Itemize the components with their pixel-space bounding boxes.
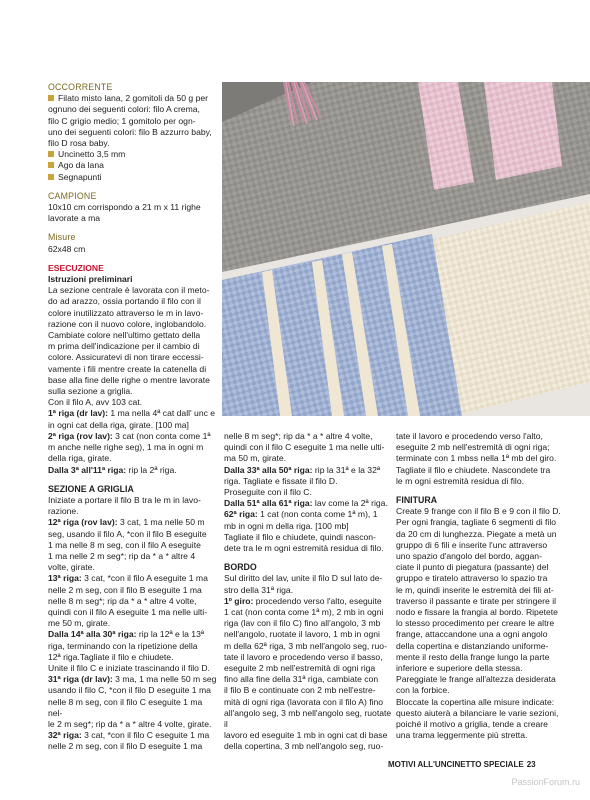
row-label: 1ª riga (dr lav):	[48, 408, 109, 419]
section-title-bordo: BORDO	[224, 562, 257, 573]
bullet-icon	[48, 174, 54, 180]
text-line: tate il lavoro e procedendo verso l'alto,	[396, 431, 543, 441]
text-line: colore. Assicuratevi di non tirare eccessi-	[48, 352, 204, 363]
text-line: do ad arazzo, ossia portando il filo con il	[48, 296, 201, 307]
text-line: gruppo e tiratelo attraverso lo spazio tra	[396, 573, 548, 584]
text-line: in ogni cat della riga, girate. [100 ma]	[48, 419, 189, 430]
bullet-icon	[48, 162, 54, 168]
text-line: 3 cat, *con il filo C eseguite 1 ma	[81, 730, 210, 741]
section-title-finitura: FINITURA	[396, 495, 438, 506]
text-line: della riga, girate.	[48, 453, 112, 464]
text-line: ma 50 m, girate.	[224, 453, 287, 464]
row-instruction	[48, 408, 218, 419]
text-line: colore inutilizzato attraverso le m in lavo-	[48, 307, 204, 318]
text-line: le m, quindi inserite le estremità dei fili at-	[396, 584, 554, 595]
subsection-title: Istruzioni preliminari	[48, 274, 133, 285]
text-line: lavorate a ma	[48, 213, 101, 224]
bullet-text: Uncinetto 3,5 mm	[58, 149, 126, 160]
text-line: stro della 31ª riga.	[224, 584, 294, 595]
text-line: il filo B e continuate con 2 mb nell'estre-	[224, 685, 376, 696]
text-line: Iniziate a portare il filo B tra le m in lavo-	[48, 494, 201, 505]
text-line: con la forbice.	[396, 685, 450, 696]
text-line: La sezione centrale è lavorata con il meto-	[48, 285, 210, 296]
row-label: 1º giro:	[224, 595, 254, 606]
blanket-photo	[222, 82, 590, 416]
row-label: 31ª riga (dr lav):	[48, 674, 113, 685]
text-line: 10x10 cm corrispondo a 21 m x 11 righe	[48, 202, 201, 213]
text-line: gruppo di 6 fili e inserite l'unc attraverso	[396, 539, 548, 550]
text-line: eseguite 2 mb nell'estremità di ogni riga	[224, 663, 376, 674]
magazine-title: MOTIVI ALL'UNCINETTO SPECIALE	[388, 760, 524, 769]
text-line: Bloccate la copertina alle misure indicate:	[396, 696, 555, 707]
text-line: lo stesso procedimento per creare le altre	[396, 618, 555, 629]
row-label: Dalla 33ª alla 50ª riga:	[224, 464, 313, 475]
text-line: 3 ma, 1 ma nelle 50 m seg	[112, 674, 217, 685]
page-number: 23	[526, 760, 536, 769]
text-line: quindi con il filo C eseguite 1 ma nelle ulti-	[224, 442, 385, 453]
text-line: fino alla fine della 31ª riga, cambiate con	[224, 674, 379, 685]
text-line: rip la 2ª riga.	[126, 464, 177, 475]
text-line: Filato misto lana, 2 gomitoli da 50 g per	[58, 93, 208, 104]
row-instruction	[48, 674, 218, 685]
bullet-item	[48, 172, 218, 183]
text-line: 1 ma nella 4ª cat dall' unc e	[108, 408, 216, 419]
column-3	[396, 431, 572, 741]
text-line: inferiore e superiore della stessa.	[396, 663, 523, 674]
blanket-image	[222, 82, 590, 416]
text-line: all'angolo seg, 3 mb nell'angolo seg, ruotate il	[224, 707, 392, 730]
text-line: lav come la 2ª riga.	[312, 498, 388, 509]
text-line: riga (lav con il filo C) fino all'angolo, 3 mb	[224, 618, 381, 629]
text-line: 1 ma nelle 8 m seg, con il filo A eseguite	[48, 539, 201, 550]
text-line: Sul diritto del lav, unite il filo D sul lato de-	[224, 573, 383, 584]
text-line: uno spazio d'angolo del bordo, aggan-	[396, 551, 542, 562]
section-title-misure: Misure	[48, 232, 76, 243]
text-line: mb in ogni m della riga. [100 mb]	[224, 520, 349, 531]
section-title-campione: CAMPIONE	[48, 190, 97, 201]
text-line: rip la 12ª e la 13ª	[136, 629, 205, 640]
row-instruction	[48, 431, 218, 442]
bullet-icon	[48, 151, 54, 157]
text-line: m prima dell'indicazione per il cambio di	[48, 341, 200, 352]
text-line: una trama leggermente più stretta.	[396, 730, 528, 741]
text-line: Cambiate colore nell'ultimo gettato della	[48, 330, 201, 341]
text-line: m della 62ª riga, 3 mb nell'angolo seg, ruo-	[224, 640, 387, 651]
text-line: nell'angolo, ruotate il lavoro, 1 mb in ogni	[224, 629, 380, 640]
text-line: me 50 m, girate.	[48, 618, 111, 629]
text-line: terminate con 1 mbss nella 1ª mb del giro.	[396, 453, 557, 464]
text-line: 1 ma nelle 2 m seg*; rip da * a * altre 4	[48, 550, 196, 561]
text-line: Tagliate il filo e chiudete. Nascondete tra	[396, 464, 551, 475]
text-line: le m ogni estremità residua di filo.	[396, 475, 525, 486]
watermark: PassionForum.ru	[511, 777, 580, 787]
row-instruction	[224, 596, 394, 607]
text-line: eseguite 2 mb nell'estremità di ogni riga;	[396, 442, 550, 453]
bullet-text: Segnapunti	[58, 171, 102, 182]
section-title-esecuzione: ESECUZIONE	[48, 262, 104, 273]
column-1	[48, 82, 218, 753]
text-line: ognuno dei seguenti colori: filo A crema,	[48, 104, 200, 115]
row-instruction	[48, 573, 218, 584]
text-line: 3 cat, *con il filo A eseguite 1 ma	[81, 573, 208, 584]
text-line: 12ª riga.Tagliate il filo e chiudete.	[48, 651, 174, 662]
section-title-griglia: SEZIONE A GRIGLIA	[48, 483, 134, 494]
row-instruction	[224, 465, 394, 476]
text-line: vamente i fili mentre create la catenella di	[48, 363, 207, 374]
section-title-occorrente: OCCORRENTE	[48, 82, 113, 92]
text-line: nelle 2 m seg, con il filo B eseguite 1 ma	[48, 584, 202, 595]
text-line: razione.	[48, 506, 79, 517]
text-line: questo aiuterà a bilanciare le varie sezioni,	[396, 707, 559, 718]
text-line: base alla fine delle righe o mentre lavorate	[48, 374, 210, 385]
text-line: Con il filo A, avv 103 cat.	[48, 397, 143, 408]
bullet-icon	[48, 95, 54, 101]
text-line: Unite il filo C e iniziate trascinando il filo D.	[48, 662, 210, 673]
row-label: Dalla 14ª alla 30ª riga:	[48, 629, 137, 640]
row-instruction	[224, 509, 394, 520]
text-line: traverso il passante e tirate per stringere il	[396, 595, 557, 606]
text-line: mità di ogni riga (lavorata con il filo A) fino	[224, 696, 384, 707]
text-line: Pareggiate le frange all'altezza desiderata	[396, 674, 556, 685]
row-label: Dalla 3ª all'11ª riga:	[48, 464, 127, 475]
text-line: Proseguite con il filo C.	[224, 487, 312, 498]
text-line: tate il lavoro e procedendo verso il basso,	[224, 651, 383, 662]
text-line: lavoro ed eseguite 1 mb in ogni cat di base	[224, 730, 388, 741]
text-line: frange, attaccandone una a ogni angolo	[396, 629, 548, 640]
text-line: usando il filo C, *con il filo D eseguite 1 ma	[48, 685, 211, 696]
text-line: quindi con il filo A eseguite 1 ma nelle ulti-	[48, 606, 208, 617]
row-label: 13ª riga:	[48, 573, 82, 584]
text-line: 62x48 cm	[48, 243, 86, 254]
text-line: 1 cat (non conta come 1ª m), 2 mb in ogni	[224, 607, 384, 618]
text-line: 1 cat (non conta come 1ª m), 1	[257, 509, 378, 520]
text-line: Create 9 frange con il filo B e 9 con il filo D.	[396, 506, 561, 517]
row-instruction	[48, 517, 218, 528]
row-label: 32ª riga:	[48, 730, 82, 741]
text-line: nelle 2 m seg, con il filo D eseguite 1 ma	[48, 741, 203, 752]
text-line: sulla sezione a griglia.	[48, 386, 133, 397]
row-instruction	[48, 629, 218, 640]
text-line: volte, girate.	[48, 562, 95, 573]
bullet-text: Ago da lana	[58, 160, 104, 171]
text-line: da 20 cm di lunghezza. Piegate a metà un	[396, 528, 557, 539]
text-line: 3 cat, 1 ma nelle 50 m	[117, 517, 205, 528]
text-line: filo C grigio medio; 1 gomitolo per ogn-	[48, 115, 196, 126]
text-line: rip la 31ª e la 32ª	[312, 464, 381, 475]
row-instruction	[48, 465, 218, 476]
text-line: Per ogni frangia, tagliate 6 segmenti di filo	[396, 517, 557, 528]
row-instruction	[224, 498, 394, 509]
page-footer	[388, 760, 536, 769]
text-line: filo D rosa baby.	[48, 138, 110, 149]
row-label: 12ª riga (rov lav):	[48, 517, 118, 528]
text-line: procedendo verso l'alto, eseguite	[253, 595, 382, 606]
column-2	[224, 431, 394, 753]
text-line: seg, usando il filo A, *con il filo B eseguite	[48, 528, 207, 539]
row-label: 2ª riga (rov lav):	[48, 430, 113, 441]
text-line: della copertina, 3 mb nell'angolo seg, ruo-	[224, 741, 384, 752]
text-line: razione con il nuovo colore, inglobandolo.	[48, 318, 207, 329]
text-line: ciate il punto di piegatura (passante) del	[396, 562, 549, 573]
row-label: Dalla 51ª alla 61ª riga:	[224, 498, 313, 509]
text-line: nelle 8 m seg*; rip da * a * altre 4 volte,	[48, 595, 197, 606]
text-line: poiché il motivo a griglia, tende a creare	[396, 719, 548, 730]
text-line: dete tra le m ogni estremità residua di filo.	[224, 543, 384, 554]
text-line: nelle 8 m seg*; rip da * a * altre 4 volte,	[224, 431, 373, 441]
bullet-item	[48, 160, 218, 171]
text-line: Tagliate il filo e chiudete, quindi nascon-	[224, 531, 376, 542]
text-line: della copertina e distanziando uniforme-	[396, 640, 549, 651]
text-line: m anche nelle righe seg), 1 ma in ogni m	[48, 442, 204, 453]
text-line: nodo e fissare la frangia al bordo. Ripetete	[396, 607, 558, 618]
bullet-item	[48, 149, 218, 160]
row-instruction	[48, 730, 218, 741]
text-line: mente il resto della frange lungo la parte	[396, 651, 550, 662]
text-line: nelle 8 m seg, con il filo C eseguite 1 ma nel-	[48, 696, 203, 718]
text-line: le 2 m seg*; rip da * a * altre 4 volte, girate.	[48, 718, 212, 729]
text-line: riga. Tagliate e fissate il filo D.	[224, 475, 338, 486]
row-label: 62ª riga:	[224, 509, 258, 520]
text-line: 3 cat (non conta come 1ª	[112, 430, 211, 441]
materials-line	[48, 93, 218, 104]
text-line: riga, terminando con la ripetizione della	[48, 640, 198, 651]
text-line: uno dei seguenti colori: filo B azzurro baby,	[48, 126, 212, 137]
